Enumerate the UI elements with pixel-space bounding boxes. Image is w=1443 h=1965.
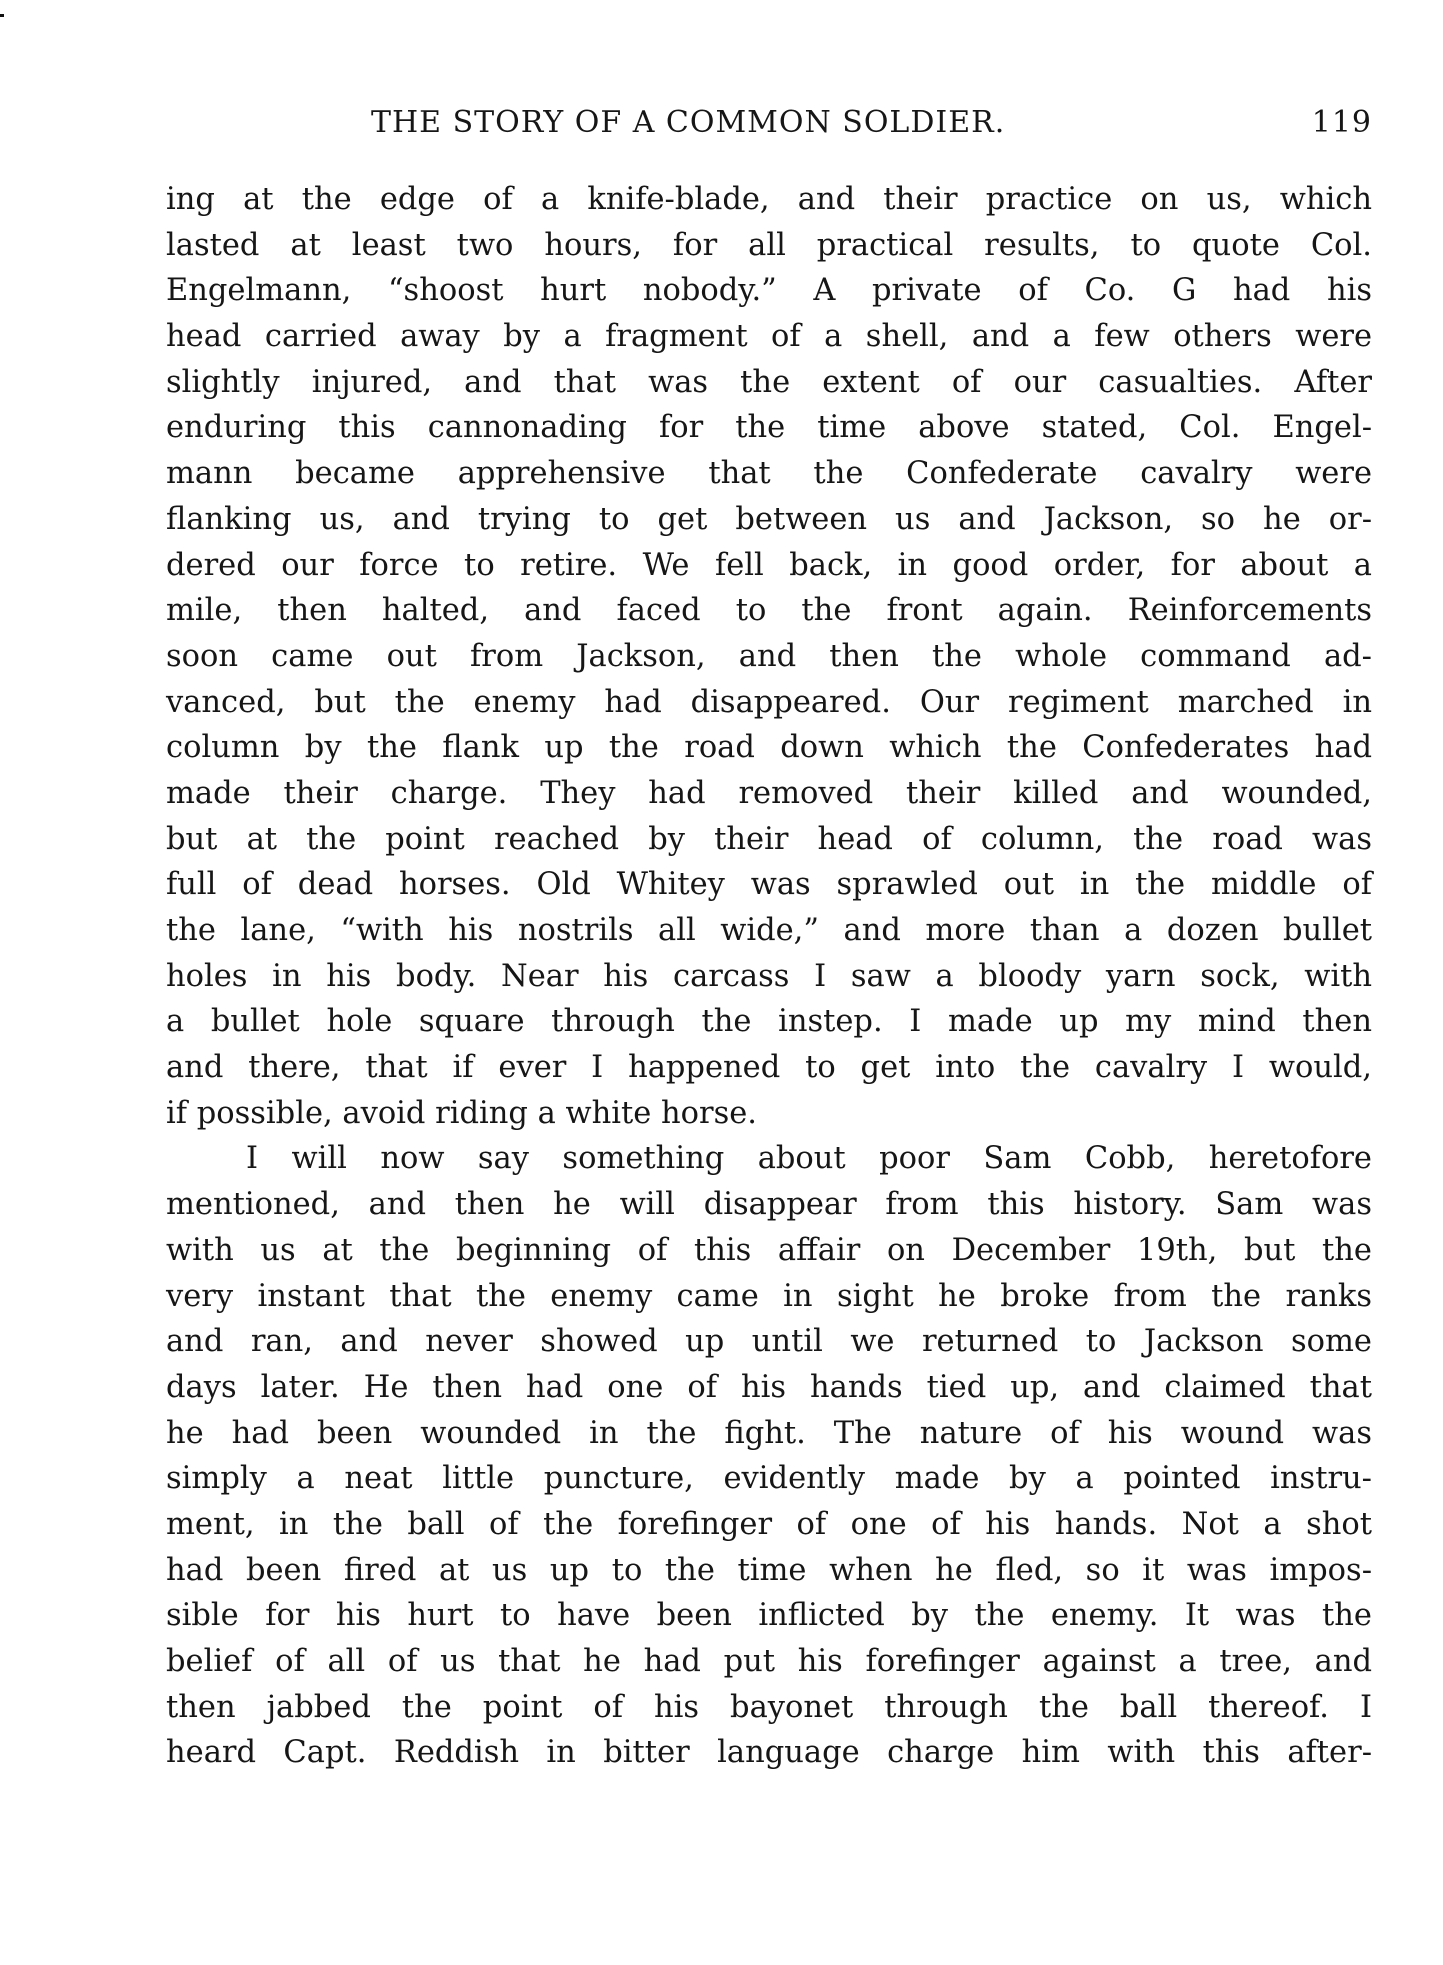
text-line: and there, that if ever I happened to get into the cavalry I would, [166,1050,1372,1086]
text-line: Engelmann, “shoost hurt nobody.” A private of Co. G had his [166,273,1372,309]
text-line: then jabbed the point of his bayonet through the ball thereof. I [166,1689,1372,1725]
text-line: days later. He then had one of his hands tied up, and claimed that [166,1369,1372,1405]
running-header [166,105,1372,149]
paragraph-2 [166,1136,1372,1776]
text-line: he had been wounded in the fight. The nature of his wound was [166,1415,1372,1451]
running-title: THE STORY OF A COMMON SOLDIER. [371,105,1006,140]
text-line: made their charge. They had removed their killed and wounded, [166,775,1372,811]
text-line: mentioned, and then he will disappear from this history. Sam was [166,1187,1372,1223]
text-line: ment, in the ball of the forefinger of one of his hands. Not a shot [166,1506,1372,1542]
text-line: with us at the beginning of this affair on December 19th, but the [166,1232,1372,1268]
text-line: had been fired at us up to the time when he fled, so it was impos- [166,1552,1372,1588]
text-line: very instant that the enemy came in sight he broke from the ranks [166,1278,1372,1314]
scan-speck [0,14,4,17]
text-line: ing at the edge of a knife-blade, and their practice on us, which [166,182,1372,217]
body-text [166,177,1372,1776]
paragraph-1 [166,177,1372,1136]
text-line: head carried away by a fragment of a shell, and a few others were [166,319,1372,355]
text-line: enduring this cannonading for the time above stated, Col. Engel- [166,410,1372,446]
text-line: vanced, but the enemy had disappeared. Our regiment marched in [166,684,1372,720]
text-line: but at the point reached by their head of column, the road was [166,821,1372,857]
text-line: flanking us, and trying to get between us and Jackson, so he or- [166,501,1372,537]
text-line: and ran, and never showed up until we returned to Jackson some [166,1324,1372,1360]
text-line: the lane, “with his nostrils all wide,” and more than a dozen bullet [166,913,1372,948]
text-line: heard Capt. Reddish in bitter language charge him with this after- [166,1735,1372,1771]
text-line: full of dead horses. Old Whitey was sprawled out in the middle of [166,867,1372,903]
text-line: soon came out from Jackson, and then the whole command ad- [166,638,1372,674]
text-line: lasted at least two hours, for all practical results, to quote Col. [166,227,1372,263]
text-line: a bullet hole square through the instep. I made up my mind then [166,1004,1372,1040]
text-line: if possible, avoid riding a white horse. [166,1095,757,1131]
text-line: simply a neat little puncture, evidently made by a pointed instru- [166,1461,1372,1497]
text-line: mann became apprehensive that the Confederate cavalry were [166,456,1372,492]
text-line: I will now say something about poor Sam Cobb, heretofore [246,1141,1372,1177]
page-number: 119 [1311,105,1372,140]
text-line: slightly injured, and that was the extent of our casualties. After [166,364,1372,400]
text-line: column by the flank up the road down which the Confederates had [166,730,1372,766]
text-line: mile, then halted, and faced to the front again. Reinforcements [166,593,1372,629]
text-line: belief of all of us that he had put his forefinger against a tree, and [166,1644,1372,1679]
text-line: holes in his body. Near his carcass I saw a bloody yarn sock, with [166,958,1372,994]
text-line: sible for his hurt to have been inflicted by the enemy. It was the [166,1598,1372,1634]
text-line: dered our force to retire. We fell back, in good order, for about a [166,547,1372,583]
